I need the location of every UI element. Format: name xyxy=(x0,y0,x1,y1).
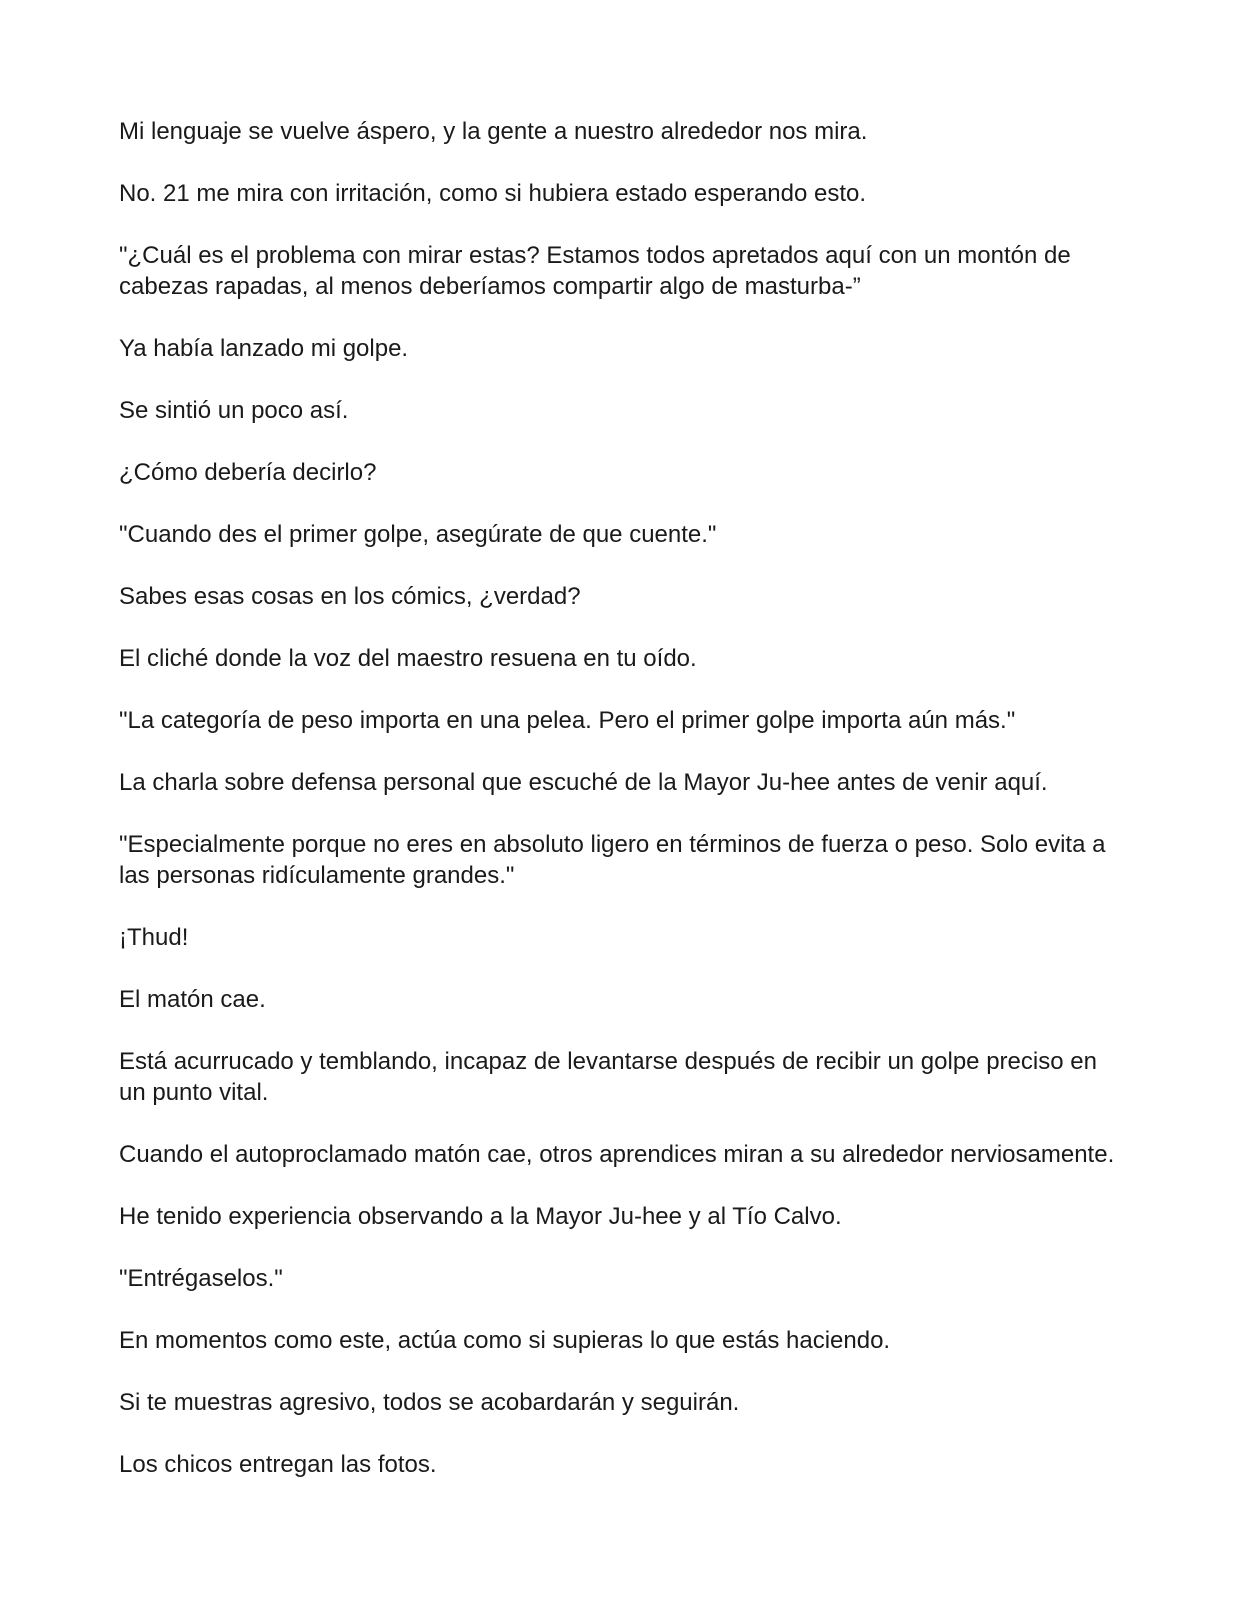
paragraph: Sabes esas cosas en los cómics, ¿verdad? xyxy=(119,583,581,610)
paragraph: "¿Cuál es el problema con mirar estas? Estamos todos apretados aquí con un montón de cabezas rapadas, al menos deberíamos compartir algo de masturba-” xyxy=(119,242,1071,300)
paragraph: ¡Thud! xyxy=(119,924,189,951)
paragraph: Se sintió un poco así. xyxy=(119,397,349,424)
paragraph: El matón cae. xyxy=(119,986,266,1013)
paragraph: Los chicos entregan las fotos. xyxy=(119,1451,437,1478)
paragraph: "Cuando des el primer golpe, asegúrate de que cuente." xyxy=(119,521,717,548)
paragraph: He tenido experiencia observando a la Mayor Ju-hee y al Tío Calvo. xyxy=(119,1203,842,1230)
paragraph: "La categoría de peso importa en una pelea. Pero el primer golpe importa aún más." xyxy=(119,707,1016,734)
paragraph: No. 21 me mira con irritación, como si hubiera estado esperando esto. xyxy=(119,180,867,207)
paragraph: Mi lenguaje se vuelve áspero, y la gente a nuestro alrededor nos mira. xyxy=(119,118,868,145)
paragraph: "Entrégaselos." xyxy=(119,1265,283,1292)
paragraph: ¿Cómo debería decirlo? xyxy=(119,459,377,486)
paragraph: Ya había lanzado mi golpe. xyxy=(119,335,409,362)
document-page xyxy=(119,116,1119,1511)
paragraph: En momentos como este, actúa como si supieras lo que estás haciendo. xyxy=(119,1327,891,1354)
paragraph: El cliché donde la voz del maestro resuena en tu oído. xyxy=(119,645,697,672)
paragraph: La charla sobre defensa personal que escuché de la Mayor Ju-hee antes de venir aquí. xyxy=(119,769,1048,796)
paragraph: "Especialmente porque no eres en absoluto ligero en términos de fuerza o peso. Solo evita a las personas ridículamente grandes." xyxy=(119,831,1106,889)
paragraph: Cuando el autoproclamado matón cae, otros aprendices miran a su alrededor nerviosamente. xyxy=(119,1141,1115,1168)
paragraph: Si te muestras agresivo, todos se acobardarán y seguirán. xyxy=(119,1389,740,1416)
paragraph: Está acurrucado y temblando, incapaz de levantarse después de recibir un golpe preciso en un punto vital. xyxy=(119,1048,1097,1106)
